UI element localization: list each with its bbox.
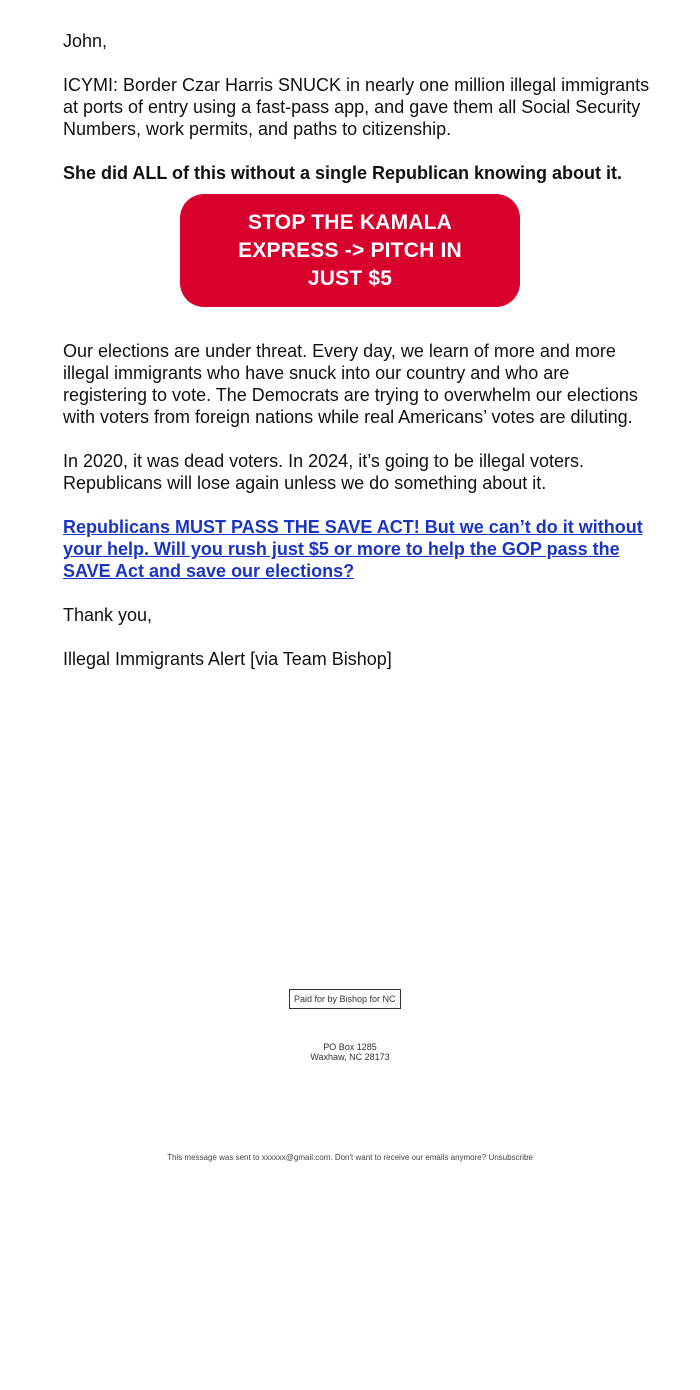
paid-for-disclaimer: Paid for by Bishop for NC	[289, 989, 401, 1009]
threat-paragraph: Our elections are under threat. Every day, we learn of more and more illegal immigrants who have snuck into our country and who are registering to vote. The Democrats are trying to overwhelm our elections with voters from foreign nations while real Americans’ votes are diluting.	[63, 341, 638, 427]
intro-paragraph: ICYMI: Border Czar Harris SNUCK in nearly one million illegal immigrants at ports of entry using a fast-pass app, and gave them all Social Security Numbers, work permits, and paths to citizenship.	[63, 75, 650, 139]
email-body-bottom	[63, 340, 653, 692]
donate-cta-button[interactable]: STOP THE KAMALA EXPRESS -> PITCH IN JUST $5	[180, 194, 520, 307]
signature: Illegal Immigrants Alert [via Team Bishop]	[63, 649, 392, 669]
cta-container	[180, 194, 520, 307]
greeting: John,	[63, 31, 108, 51]
mailing-address	[0, 1042, 700, 1062]
address-line-1: PO Box 1285	[323, 1042, 377, 1052]
bold-statement: She did ALL of this without a single Republican knowing about it.	[63, 163, 622, 183]
voters-paragraph: In 2020, it was dead voters. In 2024, it’s going to be illegal voters. Republicans will lose again unless we do something about it.	[63, 451, 584, 493]
unsubscribe-link[interactable]: Unsubscribe	[488, 1153, 533, 1162]
unsubscribe-footer	[0, 1153, 700, 1163]
save-act-paragraph	[63, 516, 653, 582]
address-line-2: Waxhaw, NC 28173	[310, 1052, 390, 1062]
unsubscribe-text: This message was sent to xxxxxx@gmail.com. Don't want to receive our emails anymore?	[167, 1153, 487, 1162]
save-act-donate-link[interactable]: Republicans MUST PASS THE SAVE ACT! But we can’t do it without your help. Will you rush just $5 or more to help the GOP pass the SAVE Act and save our elections?	[63, 517, 643, 581]
email-body-top	[63, 30, 653, 184]
sign-off: Thank you,	[63, 605, 153, 625]
